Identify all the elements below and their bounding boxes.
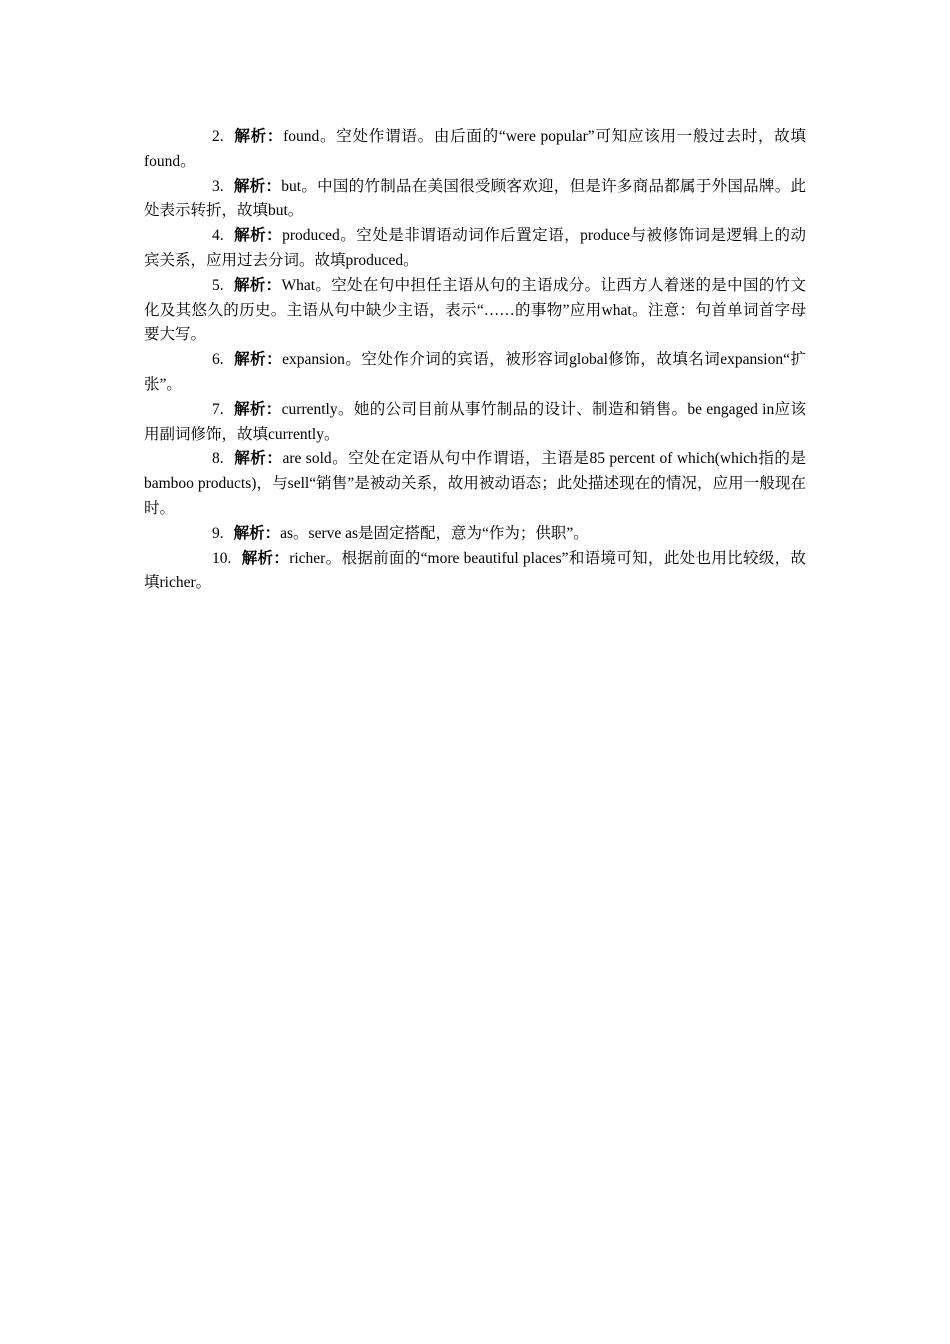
item-number: 8. [212, 450, 224, 468]
item-label: 解析： [233, 524, 281, 542]
item-text: are sold。空处在定语从句中作谓语，主语是85 percent of which(which指的是bamboo products)，与sell“销售”是被动关系，故用被动语态；此处描述现在的情况，应用一般现在时。 [144, 450, 806, 517]
answer-item-3 [144, 175, 806, 225]
item-number: 9. [212, 524, 224, 542]
item-text: but。中国的竹制品在美国很受顾客欢迎，但是许多商品都属于外国品牌。此处表示转折，故填but。 [144, 177, 806, 220]
answer-item-6 [144, 348, 806, 398]
item-text: What。空处在句中担任主语从句的主语成分。让西方人着迷的是中国的竹文化及其悠久的历史。主语从句中缺少主语，表示“……的事物”应用what。注意：句首单词首字母要大写。 [144, 276, 806, 344]
item-text: richer。根据前面的“more beautiful places”和语境可知，此处也用比较级，故填richer。 [144, 549, 806, 592]
item-label: 解析： [233, 227, 283, 245]
item-label: 解析： [233, 351, 283, 369]
item-number: 7. [212, 400, 224, 418]
answer-item-7 [144, 398, 806, 448]
item-text: found。空处作谓语。由后面的“were popular”可知应该用一般过去时，故填found。 [144, 128, 806, 170]
item-label: 解析： [241, 549, 290, 567]
item-label: 解析： [233, 450, 283, 468]
item-text: currently。她的公司目前从事竹制品的设计、制造和销售。be engaged in应该用副词修饰，故填currently。 [144, 400, 806, 443]
item-number: 10. [212, 549, 232, 567]
answer-item-2 [144, 125, 806, 175]
item-label: 解析： [233, 128, 284, 145]
item-text: expansion。空处作介词的宾语，被形容词global修饰，故填名词expansion“扩张”。 [144, 351, 806, 393]
item-text: as。serve as是固定搭配，意为“作为；供职”。 [280, 524, 589, 542]
answer-item-10 [144, 547, 806, 597]
item-number: 6. [212, 351, 224, 369]
item-number: 5. [212, 276, 224, 294]
item-number: 2. [212, 128, 224, 145]
item-number: 4. [212, 227, 224, 245]
item-label: 解析： [233, 400, 282, 418]
answer-explanations [144, 125, 806, 596]
item-label: 解析： [233, 276, 282, 294]
item-label: 解析： [233, 177, 282, 195]
item-number: 3. [212, 177, 224, 195]
answer-item-5 [144, 274, 806, 348]
answer-item-8 [144, 447, 806, 521]
answer-item-9 [144, 522, 806, 547]
item-text: produced。空处是非谓语动词作后置定语，produce与被修饰词是逻辑上的动宾关系，应用过去分词。故填produced。 [144, 227, 806, 269]
answer-item-4 [144, 224, 806, 274]
